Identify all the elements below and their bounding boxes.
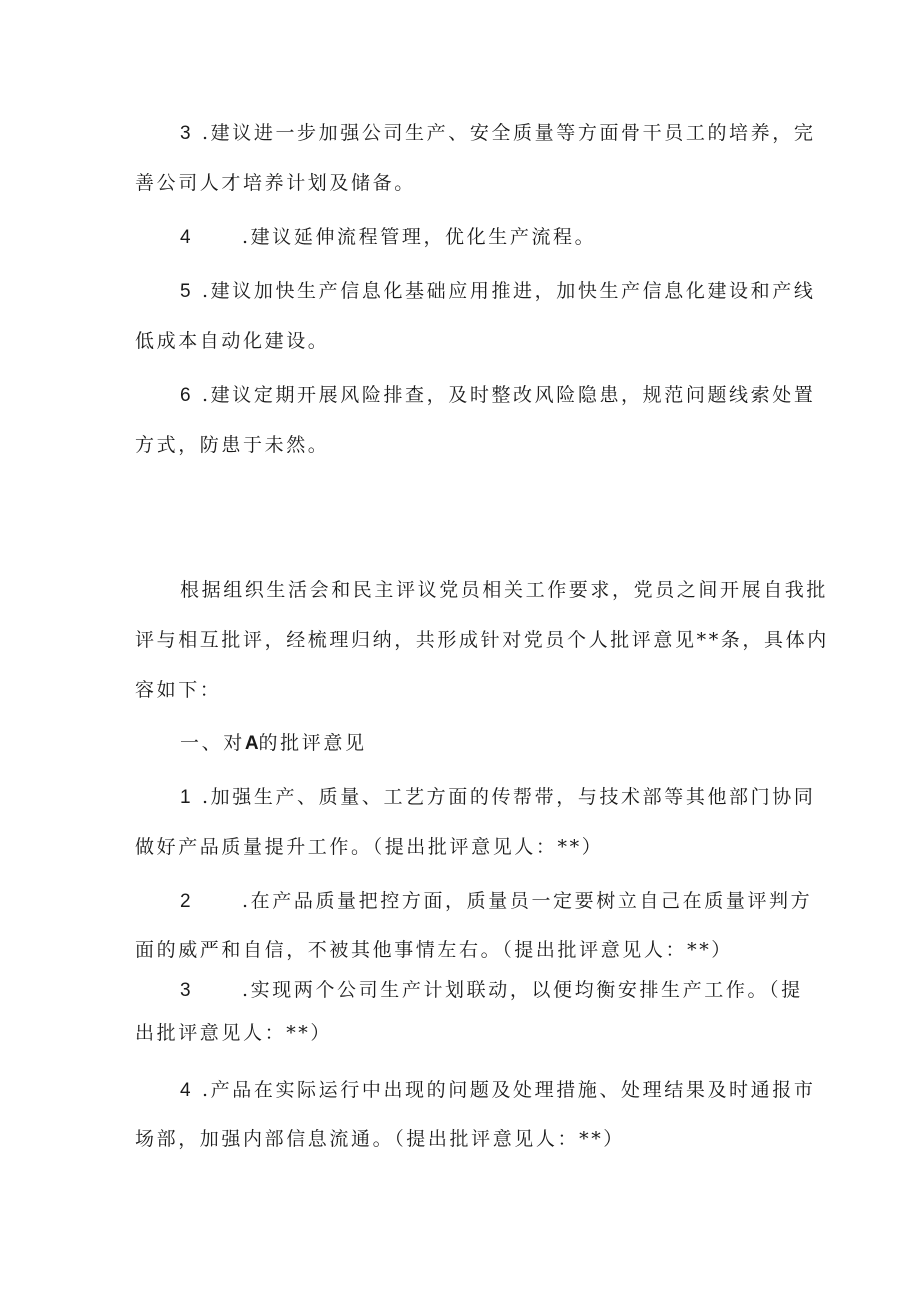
- suggestion-text: .建议进一步加强公司生产、安全质量等方面骨干员工的培养，完: [202, 122, 816, 144]
- suggestion-number: 6: [180, 385, 191, 406]
- suggestion-4-line1: [180, 225, 596, 250]
- opinion-number: 2: [180, 891, 191, 912]
- opinion-4-line1: [180, 1078, 815, 1103]
- section-heading: [180, 731, 367, 756]
- suggestion-number: 5: [180, 281, 191, 302]
- suggestion-3-line1: [180, 121, 815, 146]
- suggestion-text: .建议加快生产信息化基础应用推进，加快生产信息化建设和产线: [202, 280, 816, 302]
- opinion-2-line2: 面的威严和自信，不被其他事情左右。（提出批评意见人：**）: [135, 939, 733, 961]
- opinion-text: .产品在实际运行中出现的问题及处理措施、处理结果及时通报市: [202, 1079, 816, 1101]
- opinion-4-line2: 场部，加强内部信息流通。（提出批评意见人：**）: [135, 1128, 625, 1150]
- opinion-3-line1: [180, 978, 803, 1003]
- suggestion-5-line2: 低成本自动化建设。: [135, 330, 330, 352]
- suggestion-number: 3: [180, 123, 191, 144]
- intro-line1: 根据组织生活会和民主评议党员相关工作要求，党员之间开展自我批: [180, 579, 829, 601]
- opinion-1-line2: 做好产品质量提升工作。（提出批评意见人：**）: [135, 836, 604, 858]
- opinion-number: 4: [180, 1080, 191, 1101]
- opinion-text: .加强生产、质量、工艺方面的传帮带，与技术部等其他部门协同: [202, 786, 816, 808]
- opinion-text: .在产品质量把控方面，质量员一定要树立自己在质量评判方: [242, 890, 813, 912]
- opinion-1-line1: [180, 785, 815, 810]
- suggestion-6-line1: [180, 383, 815, 408]
- section-suffix: 的批评意见: [258, 732, 367, 754]
- suggestion-text: .建议延伸流程管理，优化生产流程。: [242, 226, 597, 248]
- suggestion-3-line2: 善公司人才培养计划及储备。: [135, 172, 416, 194]
- opinion-number: 3: [180, 980, 191, 1001]
- suggestion-number: 4: [180, 227, 191, 248]
- suggestion-6-line2: 方式，防患于未然。: [135, 434, 330, 456]
- intro-line3: 容如下：: [135, 679, 222, 701]
- opinion-2-line1: [180, 889, 812, 914]
- intro-line2: 评与相互批评，经梳理归纳，共形成针对党员个人批评意见**条，具体内: [135, 629, 829, 651]
- opinion-number: 1: [180, 787, 191, 808]
- suggestion-5-line1: [180, 279, 815, 304]
- section-person: A: [244, 733, 259, 754]
- section-prefix: 一、对: [180, 732, 245, 754]
- opinion-text: .实现两个公司生产计划联动，以便均衡安排生产工作。（提: [242, 979, 803, 1001]
- opinion-3-line2: 出批评意见人：**）: [135, 1022, 333, 1044]
- suggestion-text: .建议定期开展风险排查，及时整改风险隐患，规范问题线索处置: [202, 384, 816, 406]
